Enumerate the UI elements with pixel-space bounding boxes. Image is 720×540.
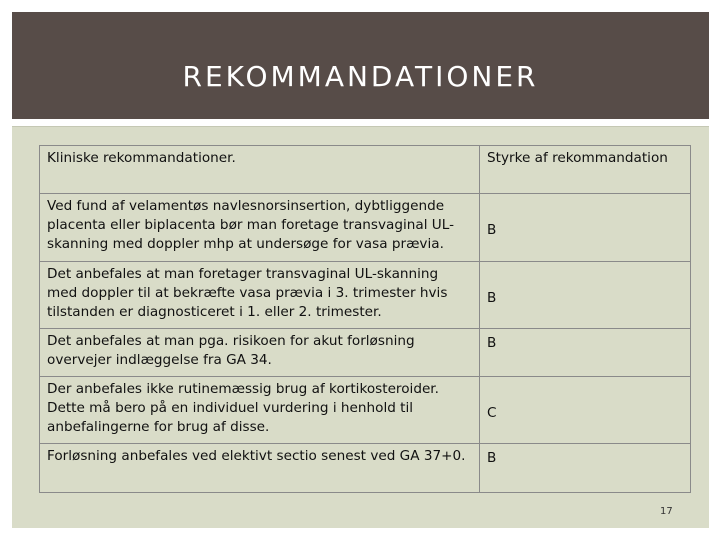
table-header-row [40,146,691,194]
recommendation-grade: B [480,444,691,493]
recommendation-text: Der anbefales ikke rutinemæssig brug af kortikosteroider. Dette må bero på en individuel vurdering i henhold til anbefalingerne for brug af disse. [40,377,480,444]
recommendation-text: Det anbefales at man foretager transvaginal UL-skanning med doppler til at bekræfte vasa prævia i 3. trimester hvis tilstanden er diagnosticeret i 1. eller 2. trimester. [40,262,480,329]
recommendations-table [39,145,691,493]
recommendation-text: Forløsning anbefales ved elektivt sectio senest ved GA 37+0. [40,444,480,493]
table-row [40,444,691,493]
recommendation-grade: B [480,194,691,262]
title-bar [12,12,709,119]
recommendation-grade: C [480,377,691,444]
header-recommendations: Kliniske rekommandationer. [40,146,480,194]
header-strength: Styrke af rekommandation [480,146,691,194]
recommendation-grade: B [480,329,691,377]
recommendation-grade: B [480,262,691,329]
page-number: 17 [660,506,673,517]
recommendation-text: Det anbefales at man pga. risikoen for akut forløsning overvejer indlæggelse fra GA 34. [40,329,480,377]
table-row [40,329,691,377]
page-title: REKOMMANDATIONER [182,60,539,93]
table-row [40,377,691,444]
table-row [40,262,691,329]
table-row [40,194,691,262]
recommendation-text: Ved fund af velamentøs navlesnorsinsertion, dybtliggende placenta eller biplacenta bør man foretage transvaginal UL-skanning med doppler mhp at undersøge for vasa prævia. [40,194,480,262]
